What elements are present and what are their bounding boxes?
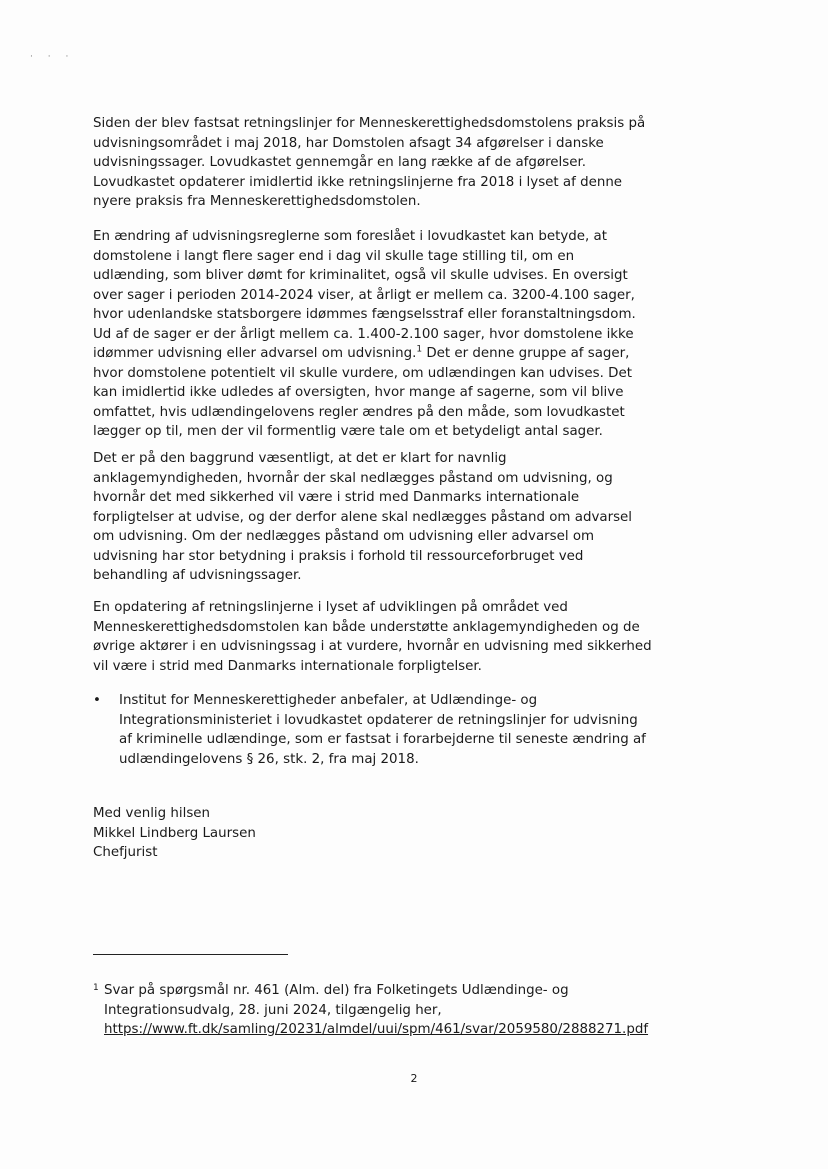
footnote-divider: [93, 954, 288, 955]
recommendation-text: Institut for Menneskerettigheder anbefaler, at Udlændinge- og Integrationsministeriet i lovudkastet opdaterer de retningslinjer for udvisning af kriminelle udlændinge, som er fastsat i forarbejderne til seneste ændring af udlændingelovens § 26, stk. 2, fra maj 2018.: [119, 693, 646, 767]
paragraph-update-guidelines: En opdatering af retningslinjerne i lyset af udviklingen på området ved Menneskerettighedsdomstolen kan både understøtte anklagemyndigheden og de øvrige aktører i en udvisningssag i at vurdere, hvornår en udvisning med sikkerhed vil være i strid med Danmarks internationale forpligtelser.: [93, 600, 652, 674]
signature-name: Mikkel Lindberg Laursen: [93, 825, 256, 841]
paragraph-ecthr-guidelines: Siden der blev fastsat retningslinjer for Menneskerettighedsdomstolens praksis på udvisningsområdet i maj 2018, har Domstolen afsagt 34 afgørelser i danske udvisningssager. Lovudkastet gennemgår en lang række af de afgørelser. Lovudkastet opdaterer imidlertid ikke retningslinjerne fra 2018 i lyset af denne nyere praksis fra Menneskerettighedsdomstolen.: [93, 116, 646, 209]
footnote-text: Svar på spørgsmål nr. 461 (Alm. del) fra Folketingets Udlændinge- og Integrationsudvalg, 28. juni 2024, tilgængelig her,: [104, 983, 569, 1018]
signature-closing: Med venlig hilsen: [93, 806, 211, 821]
footnote: [93, 981, 653, 1040]
page-number: 2: [410, 1072, 418, 1085]
paragraph-case-statistics-part1: En ændring af udvisningsreglerne som foreslået i lovudkastet kan betyde, at domstolene i langt flere sager end i dag vil skulle tage stilling til, om en udlænding, som bliver dømt for kriminalitet, også vil skulle udvises. En oversigt over sager i perioden 2014-2024 viser, at årligt er mellem ca. 3200-4.100 sager, hvor udenlandske statsborgere idømmes fængselsstraf eller foranstaltningsdom. Ud af de sager er der årligt mellem ca. 1.400-2.100 sager, hvor domstolene ikke idømmer udvisning eller advarsel om udvisning.: [93, 229, 636, 361]
scan-artifact-marks: · · ·: [30, 52, 75, 62]
paragraph-case-statistics-part2: Det er denne gruppe af sager, hvor domstolene potentielt vil skulle vurdere, om udlændingen kan udvises. Det kan imidlertid ikke udledes af oversigten, hvor mange af sagerne, som vil blive omfattet, hvis udlændingelovens regler ændres på den måde, som lovudkastet lægger op til, men der vil formentlig være tale om et betydeligt antal sager.: [93, 346, 632, 439]
signature-title: Chefjurist: [93, 845, 158, 860]
bullet-icon: •: [93, 693, 101, 708]
signature-block: [93, 804, 256, 863]
paragraph-case-statistics: [93, 227, 653, 442]
footnote-mark: 1: [93, 983, 99, 993]
footnote-reference[interactable]: 1: [416, 344, 423, 355]
recommendation-bullet: [93, 691, 653, 769]
footnote-body: [104, 981, 653, 1040]
paragraph-prosecution-clarity: Det er på den baggrund væsentligt, at det er klart for navnlig anklagemyndigheden, hvornår der skal nedlægges påstand om udvisning, og hvornår det med sikkerhed vil være i strid med Danmarks internationale forpligtelser at udvise, og der derfor alene skal nedlægges påstand om advarsel om udvisning. Om der nedlægges påstand om udvisning eller advarsel om udvisning har stor betydning i praksis i forhold til ressourceforbruget ved behandling af udvisningssager.: [93, 451, 633, 583]
footnote-link[interactable]: https://www.ft.dk/samling/20231/almdel/uui/spm/461/svar/2059580/2888271.pdf: [104, 1022, 649, 1037]
